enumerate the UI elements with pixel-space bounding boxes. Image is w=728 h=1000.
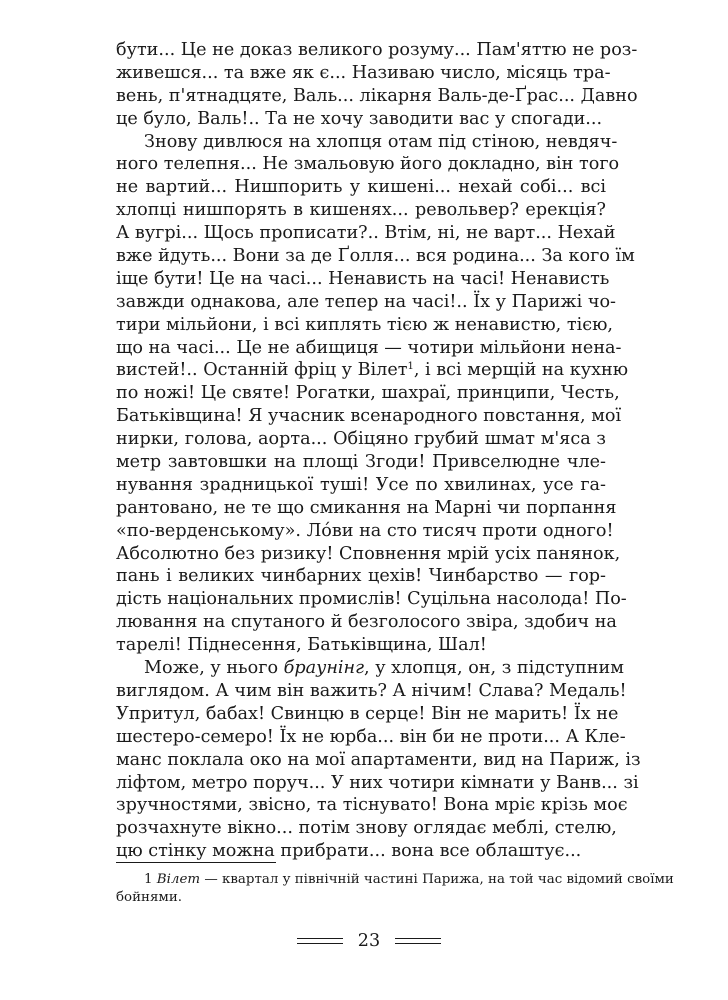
text-line: виглядом. А чим він важить? А нічим! Слава? Медаль!	[116, 680, 627, 701]
text-line: рантовано, не те що смикання на Марні чи порпання	[116, 497, 617, 518]
text-line: бути... Це не доказ великого розуму... Пам'яттю не роз-	[116, 40, 638, 60]
text-line: це було, Валь!.. Та не хочу заводити вас у спогади...	[116, 108, 603, 129]
text-line: цю стінку можна прибрати... вона все облаштує...	[116, 841, 582, 862]
text-line: лювання на спутаного й безголосого звіра, здобич на	[116, 612, 617, 633]
footnote-text: — квартал у північній частині Парижа, на той час відомий своїми	[200, 872, 674, 887]
text-line: Батьківщина! Я учасник всенародного повстання, мої	[116, 406, 622, 427]
line-text: , і всі мерщій на кухню	[413, 360, 629, 381]
text-line: А вугрі... Щось прописати?.. Втім, ні, не варт... Нехай	[116, 223, 616, 244]
text-line: тарелі! Піднесення, Батьківщина, Шал!	[116, 635, 487, 656]
footnote-reference: 1	[407, 361, 414, 373]
line-text: Може, у нього	[144, 658, 284, 679]
text-line: шестеро-семеро! Їх не юрба... він би не проти... А Кле-	[116, 726, 626, 747]
text-line: завжди однакова, але тепер на часі!.. Їх у Парижі чо-	[116, 291, 617, 312]
footnote-divider	[116, 862, 276, 863]
body-text	[116, 39, 641, 863]
page-number: 23	[357, 931, 381, 951]
text-line: ного телепня... Не змальовую його докладно, він того	[116, 154, 620, 175]
footnote-line: бойнями.	[116, 890, 183, 905]
text-line: не вартий... Нишпорить у кишені... нехай собі... всі	[116, 177, 606, 198]
text-line: вень, п'ятнадцяте, Валь... лікарня Валь-де-Ґрас... Давно	[116, 85, 638, 106]
italic-term: браунінг	[283, 658, 365, 679]
text-line: розчахнуте вікно... потім знову оглядає меблі, стелю,	[116, 818, 617, 839]
text-line: нирки, голова, аорта... Обіцяно грубий шмат м'яса з	[116, 429, 606, 450]
text-line: ліфтом, метро поруч... У них чотири кімнати у Ванв... зі	[116, 772, 639, 793]
text-line: Абсолютно без ризику! Сповнення мрій усіх панянок,	[116, 543, 621, 564]
text-line: вже йдуть... Вони за де Ґолля... вся родина... За кого їм	[116, 246, 635, 267]
text-line-with-italic	[116, 657, 624, 680]
text-line: зручностями, звісно, та тіснувато! Вона мріє крізь моє	[116, 795, 628, 816]
text-line: «по-верденському». Лóви на сто тисяч проти одного!	[116, 520, 614, 541]
text-line: Упритул, бабах! Свинцю в серце! Він не марить! Їх не	[116, 703, 619, 724]
page-number-block	[297, 930, 441, 954]
text-line: що на часі... Це не абищиця — чотири мільйони нена-	[116, 337, 622, 358]
folio-ornament-right	[395, 938, 441, 944]
line-text: , у хлопця, он, з підступним	[364, 658, 624, 679]
footnote	[116, 871, 674, 907]
text-line: нування зрадницької туші! Усе по хвилинах, усе га-	[116, 474, 606, 495]
text-line: живешся... та вже як є... Називаю число, місяць тра-	[116, 62, 611, 83]
text-line: Знову дивлюся на хлопця отам під стіною, невдяч-	[144, 131, 618, 152]
footnote-number: 1	[144, 872, 153, 887]
line-text: вистей!.. Останній фріц у Вілет	[116, 360, 408, 381]
text-line: пань і великих чинбарних цехів! Чинбарство — гор-	[116, 566, 606, 587]
text-line: іще бути! Це на часі... Ненависть на часі! Ненависть	[116, 268, 610, 289]
folio-ornament-left	[297, 938, 343, 944]
text-line: метр завтовшки на площі Згоди! Привселюдне чле-	[116, 452, 606, 473]
text-line: дість національних промислів! Суцільна насолода! По-	[116, 589, 627, 610]
footnote-term: Вілет	[156, 872, 201, 887]
footnote-line	[116, 871, 674, 889]
text-line: манс поклала око на мої апартаменти, вид на Париж, із	[116, 749, 641, 770]
text-line: по ножі! Це святе! Рогатки, шахраї, принципи, Честь,	[116, 383, 620, 404]
text-line: хлопці нишпорять в кишенях... револьвер? ерекція?	[116, 200, 606, 221]
text-line-with-footnote	[116, 359, 629, 382]
text-line: тири мільйони, і всі киплять тією ж ненавистю, тією,	[116, 314, 613, 335]
